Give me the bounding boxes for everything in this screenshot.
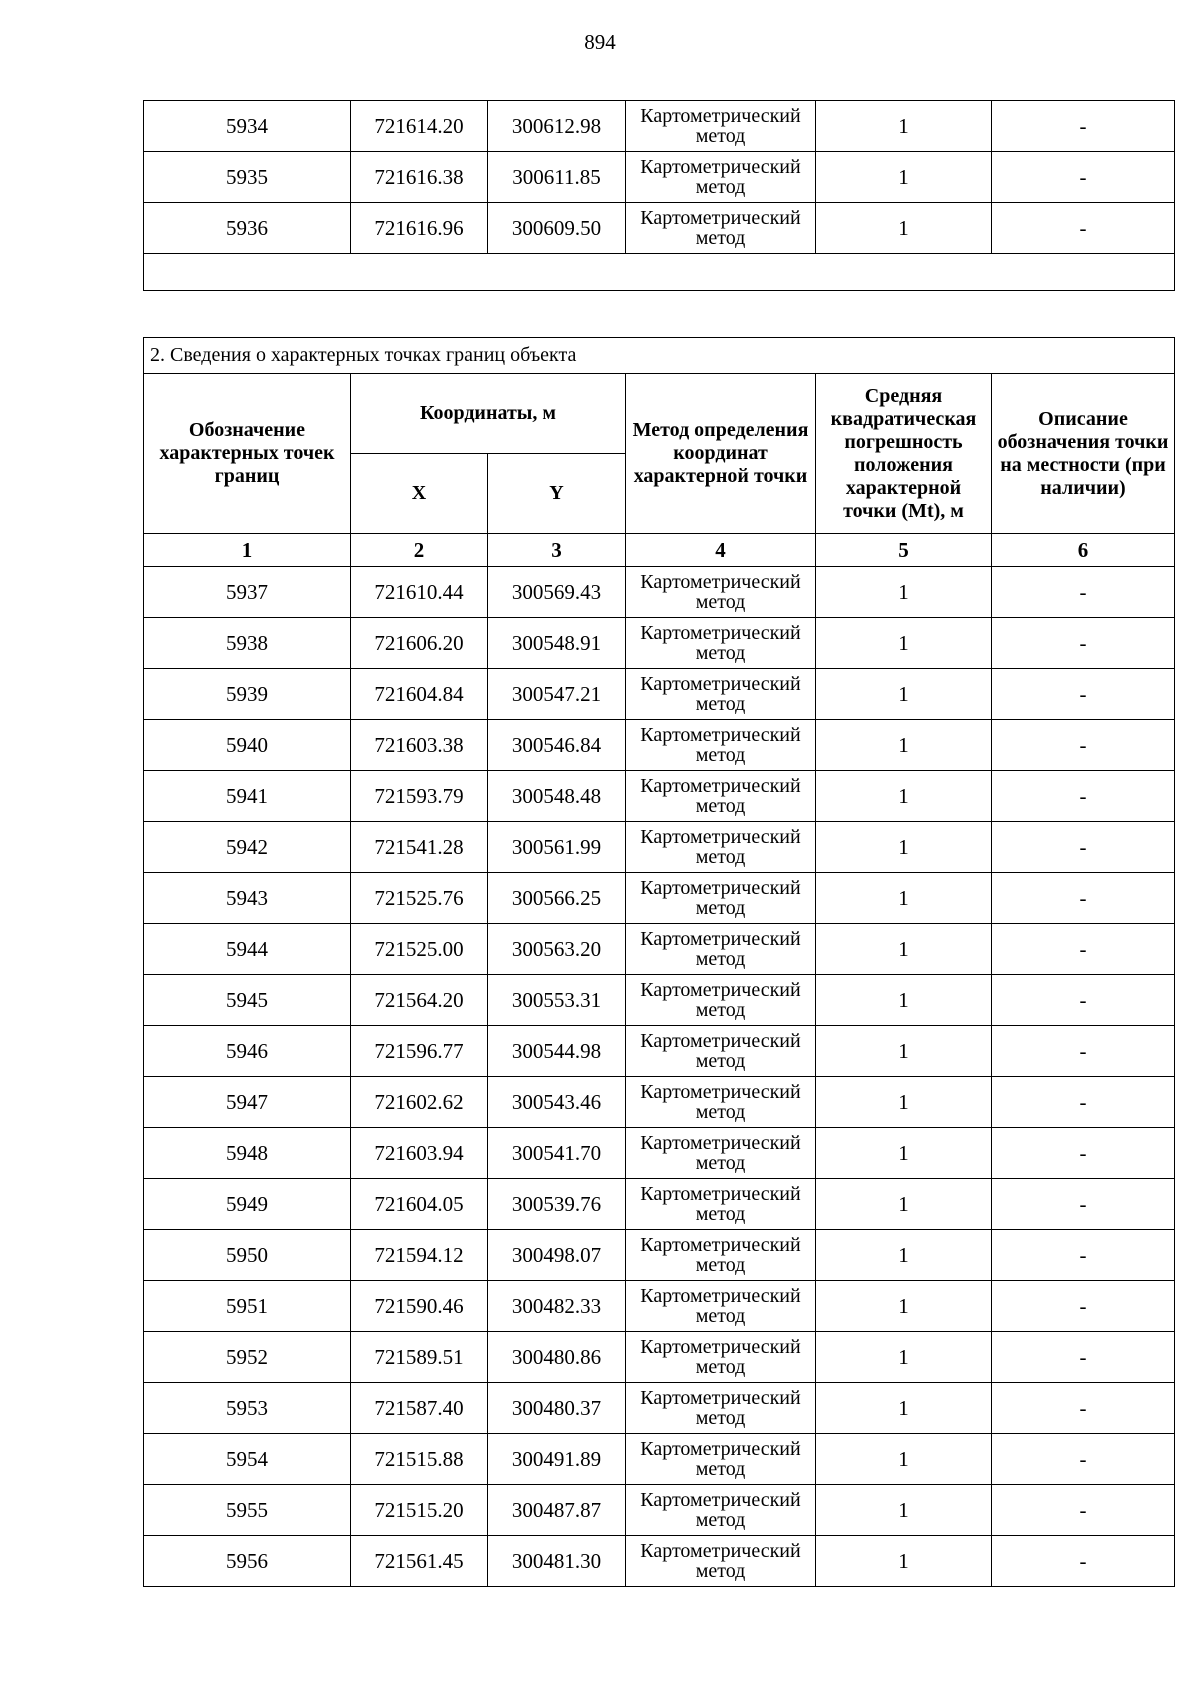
table-row — [144, 924, 1175, 975]
description-cell: - — [992, 1179, 1175, 1230]
column-number: 3 — [488, 534, 626, 567]
mt-cell: 1 — [816, 720, 992, 771]
description-cell: - — [992, 152, 1175, 203]
method-cell: Картометрический метод — [626, 975, 816, 1026]
mt-cell: 1 — [816, 1026, 992, 1077]
table-row — [144, 822, 1175, 873]
point-designation-cell: 5947 — [144, 1077, 351, 1128]
mt-cell: 1 — [816, 1383, 992, 1434]
column-numbers-row — [144, 534, 1175, 567]
description-cell: - — [992, 1077, 1175, 1128]
table-row — [144, 1434, 1175, 1485]
y-coordinate-cell: 300548.91 — [488, 618, 626, 669]
point-designation-cell: 5954 — [144, 1434, 351, 1485]
mt-cell: 1 — [816, 1536, 992, 1587]
method-cell: Картометрический метод — [626, 567, 816, 618]
table-row — [144, 771, 1175, 822]
mt-cell: 1 — [816, 567, 992, 618]
x-coordinate-cell: 721606.20 — [351, 618, 488, 669]
x-coordinate-cell: 721614.20 — [351, 101, 488, 152]
method-cell: Картометрический метод — [626, 1128, 816, 1179]
column-number: 1 — [144, 534, 351, 567]
continuation-table — [143, 100, 1175, 291]
point-designation-cell: 5946 — [144, 1026, 351, 1077]
table-row — [144, 1128, 1175, 1179]
x-coordinate-cell: 721525.00 — [351, 924, 488, 975]
point-designation-cell: 5944 — [144, 924, 351, 975]
y-coordinate-cell: 300566.25 — [488, 873, 626, 924]
mt-cell: 1 — [816, 1332, 992, 1383]
header-x: X — [351, 454, 488, 534]
method-cell: Картометрический метод — [626, 618, 816, 669]
point-designation-cell: 5934 — [144, 101, 351, 152]
description-cell: - — [992, 203, 1175, 254]
description-cell: - — [992, 1026, 1175, 1077]
boundary-points-table-body — [144, 567, 1175, 1587]
table-row — [144, 1536, 1175, 1587]
y-coordinate-cell: 300547.21 — [488, 669, 626, 720]
mt-cell: 1 — [816, 771, 992, 822]
point-designation-cell: 5941 — [144, 771, 351, 822]
point-designation-cell: 5955 — [144, 1485, 351, 1536]
point-designation-cell: 5937 — [144, 567, 351, 618]
x-coordinate-cell: 721515.88 — [351, 1434, 488, 1485]
point-designation-cell: 5939 — [144, 669, 351, 720]
point-designation-cell: 5935 — [144, 152, 351, 203]
table-row — [144, 1383, 1175, 1434]
method-cell: Картометрический метод — [626, 771, 816, 822]
x-coordinate-cell: 721604.84 — [351, 669, 488, 720]
y-coordinate-cell: 300539.76 — [488, 1179, 626, 1230]
mt-cell: 1 — [816, 1485, 992, 1536]
y-coordinate-cell: 300487.87 — [488, 1485, 626, 1536]
method-cell: Картометрический метод — [626, 1332, 816, 1383]
x-coordinate-cell: 721602.62 — [351, 1077, 488, 1128]
mt-cell: 1 — [816, 822, 992, 873]
method-cell: Картометрический метод — [626, 822, 816, 873]
method-cell: Картометрический метод — [626, 1434, 816, 1485]
mt-cell: 1 — [816, 203, 992, 254]
table-row — [144, 975, 1175, 1026]
header-mt: Средняя квадратическая погрешность положения характерной точки (Mt), м — [816, 374, 992, 534]
page-number: 894 — [584, 30, 616, 54]
description-cell: - — [992, 771, 1175, 822]
description-cell: - — [992, 1230, 1175, 1281]
point-designation-cell: 5950 — [144, 1230, 351, 1281]
y-coordinate-cell: 300491.89 — [488, 1434, 626, 1485]
method-cell: Картометрический метод — [626, 1485, 816, 1536]
description-cell: - — [992, 1383, 1175, 1434]
mt-cell: 1 — [816, 924, 992, 975]
method-cell: Картометрический метод — [626, 1179, 816, 1230]
description-cell: - — [992, 975, 1175, 1026]
method-cell: Картометрический метод — [626, 1077, 816, 1128]
x-coordinate-cell: 721616.96 — [351, 203, 488, 254]
table-row — [144, 618, 1175, 669]
method-cell: Картометрический метод — [626, 203, 816, 254]
empty-row — [144, 254, 1175, 291]
header-coordinates: Координаты, м — [351, 374, 626, 454]
point-designation-cell: 5938 — [144, 618, 351, 669]
column-number: 5 — [816, 534, 992, 567]
point-designation-cell: 5943 — [144, 873, 351, 924]
mt-cell: 1 — [816, 101, 992, 152]
method-cell: Картометрический метод — [626, 924, 816, 975]
point-designation-cell: 5951 — [144, 1281, 351, 1332]
mt-cell: 1 — [816, 1179, 992, 1230]
description-cell: - — [992, 1332, 1175, 1383]
point-designation-cell: 5936 — [144, 203, 351, 254]
section-title: 2. Сведения о характерных точках границ объекта — [144, 338, 1175, 374]
table-row — [144, 720, 1175, 771]
method-cell: Картометрический метод — [626, 101, 816, 152]
mt-cell: 1 — [816, 975, 992, 1026]
mt-cell: 1 — [816, 618, 992, 669]
point-designation-cell: 5953 — [144, 1383, 351, 1434]
table-row — [144, 1332, 1175, 1383]
y-coordinate-cell: 300543.46 — [488, 1077, 626, 1128]
y-coordinate-cell: 300611.85 — [488, 152, 626, 203]
x-coordinate-cell: 721589.51 — [351, 1332, 488, 1383]
mt-cell: 1 — [816, 1077, 992, 1128]
method-cell: Картометрический метод — [626, 873, 816, 924]
description-cell: - — [992, 1485, 1175, 1536]
table-row — [144, 1026, 1175, 1077]
y-coordinate-cell: 300569.43 — [488, 567, 626, 618]
point-designation-cell: 5940 — [144, 720, 351, 771]
table-row — [144, 101, 1175, 152]
boundary-points-table — [143, 337, 1175, 1587]
header-y: Y — [488, 454, 626, 534]
y-coordinate-cell: 300546.84 — [488, 720, 626, 771]
table-row — [144, 1281, 1175, 1332]
description-cell: - — [992, 1434, 1175, 1485]
x-coordinate-cell: 721587.40 — [351, 1383, 488, 1434]
description-cell: - — [992, 1536, 1175, 1587]
description-cell: - — [992, 618, 1175, 669]
description-cell: - — [992, 567, 1175, 618]
table-row — [144, 669, 1175, 720]
x-coordinate-cell: 721525.76 — [351, 873, 488, 924]
header-method: Метод определения координат характерной точки — [626, 374, 816, 534]
description-cell: - — [992, 101, 1175, 152]
x-coordinate-cell: 721590.46 — [351, 1281, 488, 1332]
x-coordinate-cell: 721515.20 — [351, 1485, 488, 1536]
y-coordinate-cell: 300612.98 — [488, 101, 626, 152]
method-cell: Картометрический метод — [626, 1536, 816, 1587]
y-coordinate-cell: 300480.37 — [488, 1383, 626, 1434]
description-cell: - — [992, 1281, 1175, 1332]
x-coordinate-cell: 721616.38 — [351, 152, 488, 203]
y-coordinate-cell: 300563.20 — [488, 924, 626, 975]
description-cell: - — [992, 822, 1175, 873]
x-coordinate-cell: 721594.12 — [351, 1230, 488, 1281]
mt-cell: 1 — [816, 1434, 992, 1485]
method-cell: Картометрический метод — [626, 669, 816, 720]
method-cell: Картометрический метод — [626, 1281, 816, 1332]
y-coordinate-cell: 300544.98 — [488, 1026, 626, 1077]
table-row — [144, 152, 1175, 203]
header-point-designation: Обозначение характерных точек границ — [144, 374, 351, 534]
method-cell: Картометрический метод — [626, 1026, 816, 1077]
point-designation-cell: 5952 — [144, 1332, 351, 1383]
table-row — [144, 873, 1175, 924]
table-row — [144, 1077, 1175, 1128]
y-coordinate-cell: 300482.33 — [488, 1281, 626, 1332]
y-coordinate-cell: 300481.30 — [488, 1536, 626, 1587]
table-row — [144, 203, 1175, 254]
empty-cell — [144, 254, 1175, 291]
mt-cell: 1 — [816, 152, 992, 203]
mt-cell: 1 — [816, 1281, 992, 1332]
description-cell: - — [992, 720, 1175, 771]
column-number: 2 — [351, 534, 488, 567]
y-coordinate-cell: 300561.99 — [488, 822, 626, 873]
method-cell: Картометрический метод — [626, 1230, 816, 1281]
description-cell: - — [992, 924, 1175, 975]
method-cell: Картометрический метод — [626, 152, 816, 203]
y-coordinate-cell: 300480.86 — [488, 1332, 626, 1383]
point-designation-cell: 5948 — [144, 1128, 351, 1179]
table-row — [144, 1485, 1175, 1536]
x-coordinate-cell: 721541.28 — [351, 822, 488, 873]
mt-cell: 1 — [816, 669, 992, 720]
column-number: 6 — [992, 534, 1175, 567]
continuation-table-body — [144, 101, 1175, 291]
x-coordinate-cell: 721610.44 — [351, 567, 488, 618]
y-coordinate-cell: 300548.48 — [488, 771, 626, 822]
point-designation-cell: 5956 — [144, 1536, 351, 1587]
header-description: Описание обозначения точки на местности (при наличии) — [992, 374, 1175, 534]
table-row — [144, 1179, 1175, 1230]
y-coordinate-cell: 300498.07 — [488, 1230, 626, 1281]
table-row — [144, 1230, 1175, 1281]
column-number: 4 — [626, 534, 816, 567]
method-cell: Картометрический метод — [626, 1383, 816, 1434]
x-coordinate-cell: 721593.79 — [351, 771, 488, 822]
y-coordinate-cell: 300541.70 — [488, 1128, 626, 1179]
description-cell: - — [992, 873, 1175, 924]
description-cell: - — [992, 669, 1175, 720]
x-coordinate-cell: 721603.94 — [351, 1128, 488, 1179]
y-coordinate-cell: 300609.50 — [488, 203, 626, 254]
table-row — [144, 567, 1175, 618]
point-designation-cell: 5949 — [144, 1179, 351, 1230]
x-coordinate-cell: 721561.45 — [351, 1536, 488, 1587]
mt-cell: 1 — [816, 1128, 992, 1179]
point-designation-cell: 5945 — [144, 975, 351, 1026]
x-coordinate-cell: 721604.05 — [351, 1179, 488, 1230]
x-coordinate-cell: 721603.38 — [351, 720, 488, 771]
x-coordinate-cell: 721596.77 — [351, 1026, 488, 1077]
mt-cell: 1 — [816, 1230, 992, 1281]
method-cell: Картометрический метод — [626, 720, 816, 771]
x-coordinate-cell: 721564.20 — [351, 975, 488, 1026]
point-designation-cell: 5942 — [144, 822, 351, 873]
description-cell: - — [992, 1128, 1175, 1179]
mt-cell: 1 — [816, 873, 992, 924]
y-coordinate-cell: 300553.31 — [488, 975, 626, 1026]
